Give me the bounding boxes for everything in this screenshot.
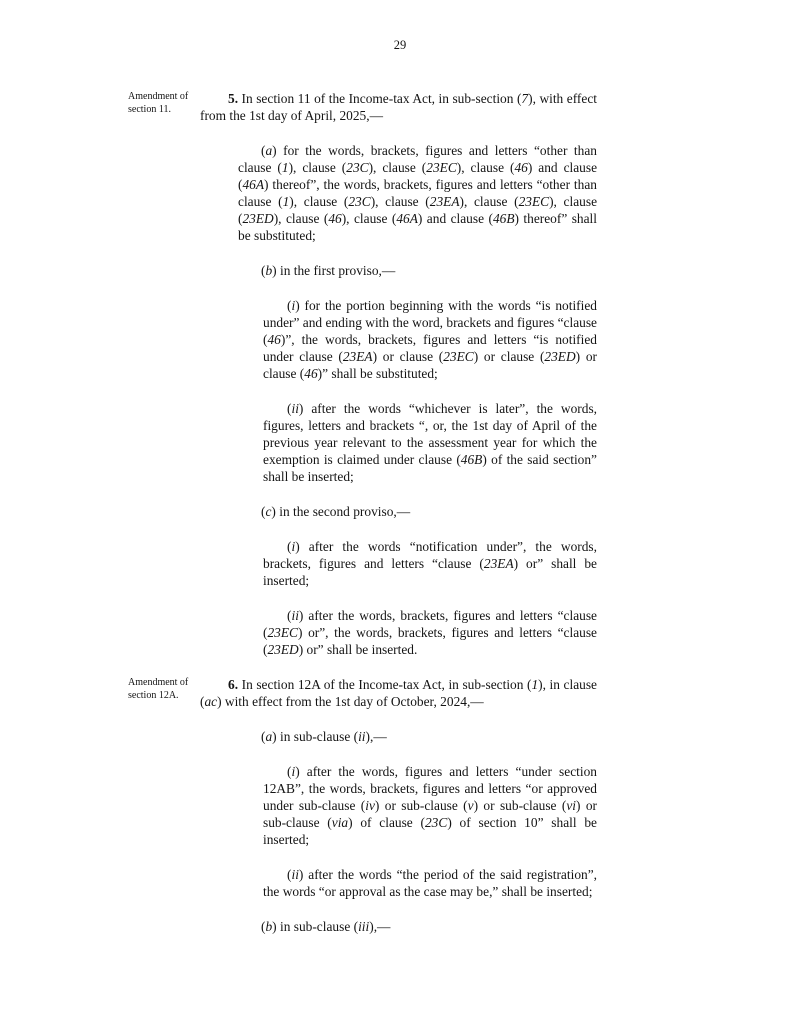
section-5-intro	[128, 90, 597, 124]
text-run: ) or” shall be inserted;	[263, 556, 597, 588]
text-run: 46A	[242, 177, 265, 192]
text-run: ) in the first proviso,—	[272, 263, 396, 278]
text-run: 23ED	[267, 642, 299, 657]
text-run: 46	[514, 160, 528, 175]
document-body	[128, 90, 598, 953]
text-run: ) of clause (	[348, 815, 425, 830]
text-run: ) of the said section” shall be inserted;	[263, 452, 597, 484]
text-run: ), in clause (	[200, 677, 597, 709]
text-run: v	[467, 798, 474, 813]
text-run: 1	[531, 677, 539, 692]
text-run: ac	[204, 694, 218, 709]
text-run: 6.	[228, 677, 239, 692]
text-run: i	[291, 539, 296, 554]
text-run: 23EA	[429, 194, 460, 209]
text-run: 23C	[348, 194, 371, 209]
text-run: iii	[358, 919, 370, 934]
text-run: c	[265, 504, 272, 519]
text-run: ) after the words “notification under”, the words, brackets, figures and letters “clause (	[263, 539, 597, 571]
text-run: 23ED	[242, 211, 274, 226]
text-run: (	[287, 539, 292, 554]
text-run: ) with effect from the 1st day of October, 2024,—	[217, 694, 484, 709]
text-run: ii	[291, 401, 299, 416]
text-run: (	[287, 764, 292, 779]
text-run: ), clause (	[288, 160, 347, 175]
text-run: iv	[365, 798, 375, 813]
text-run: ), clause (	[341, 211, 397, 226]
text-run: ) in the second proviso,—	[271, 504, 411, 519]
text-run: ) after the words, figures and letters “under section 12AB”, the words, brackets, figures and letters “or approved under sub-clause (	[263, 764, 597, 813]
text-run: ) thereof”, the words, brackets, figures and letters “other than clause (	[238, 177, 597, 209]
section-6-intro	[128, 676, 597, 710]
text-run: ) after the words “whichever is later”, the words, figures, letters and brackets “, or, the 1st day of April of the previous year relevant to the assessment year for which the exemption is claimed under clause (	[263, 401, 597, 467]
section-5-clause-c-item-i	[263, 538, 597, 589]
text-run: ), with effect from the 1st day of April, 2025,—	[200, 91, 597, 123]
text-run: ) in sub-clause (	[272, 919, 359, 934]
section-6-clause-a	[238, 728, 597, 745]
text-run: ), clause (	[273, 211, 329, 226]
text-run: ) or clause (	[372, 349, 444, 364]
text-run: In section 12A of the Income-tax Act, in sub-section (	[238, 677, 532, 692]
text-run: (	[261, 729, 266, 744]
text-run: b	[265, 263, 273, 278]
text-run: i	[291, 298, 296, 313]
text-run: 1	[281, 160, 289, 175]
text-run: 23ED	[544, 349, 576, 364]
text-run: 46	[304, 366, 318, 381]
text-run: ), clause (	[459, 194, 519, 209]
text-run: 23EC	[426, 160, 457, 175]
text-run: vi	[566, 798, 576, 813]
text-run: 1	[282, 194, 290, 209]
text-run: 46	[267, 332, 281, 347]
text-run: 46	[328, 211, 342, 226]
text-run: (	[261, 919, 266, 934]
text-run: ), clause (	[238, 194, 598, 226]
text-run: 23EA	[342, 349, 373, 364]
text-run: 23C	[346, 160, 369, 175]
text-run: ),—	[369, 919, 391, 934]
text-run: ) or sub-clause (	[374, 798, 468, 813]
text-run: 23EC	[518, 194, 550, 209]
text-run: 5.	[228, 91, 239, 106]
text-run: 23C	[424, 815, 448, 830]
text-run: b	[265, 919, 273, 934]
text-run: ) for the words, brackets, figures and letters “other than clause (	[238, 143, 597, 175]
page-number: 29	[393, 38, 407, 52]
text-run: 7	[521, 91, 529, 106]
text-run: ) for the portion beginning with the words “is notified under” and ending with the word, brackets and figures “clause (	[263, 298, 597, 347]
text-run: ii	[358, 729, 366, 744]
margin-note: Amendment of section 11.	[128, 91, 189, 115]
text-run: 46B	[460, 452, 483, 467]
section-5-clause-b-item-ii	[263, 400, 597, 485]
section-5-clause-c	[238, 503, 597, 520]
text-run: (	[287, 298, 292, 313]
section-5-clause-a	[238, 142, 597, 244]
text-run: i	[291, 764, 296, 779]
text-run: ) or sub-clause (	[263, 798, 597, 830]
text-run: ) or sub-clause (	[473, 798, 567, 813]
text-run: ) of section 10” shall be inserted;	[263, 815, 598, 847]
section-5-clause-b	[238, 262, 597, 279]
text-run: 46B	[492, 211, 515, 226]
section-5-clause-c-item-ii	[263, 607, 597, 658]
text-run: ) or” shall be inserted.	[298, 642, 418, 657]
text-run: (	[261, 504, 266, 519]
text-run: ) or clause (	[263, 349, 597, 381]
text-run: ) thereof” shall be substituted;	[238, 211, 598, 243]
text-run: ), clause (	[456, 160, 515, 175]
text-run: via	[331, 815, 349, 830]
text-run: (	[261, 263, 266, 278]
text-run: In section 11 of the Income-tax Act, in sub-section (	[238, 91, 522, 106]
text-run: )”, the words, brackets, figures and letters “is notified under clause (	[263, 332, 597, 364]
text-run: ) after the words, brackets, figures and letters “clause (	[263, 608, 597, 640]
text-run: ), clause (	[370, 194, 430, 209]
text-run: 46A	[396, 211, 418, 226]
text-run: ) and clause (	[238, 160, 598, 192]
text-run: ii	[291, 867, 299, 882]
text-run: (	[287, 401, 292, 416]
text-run: ii	[291, 608, 299, 623]
text-run: ) or”, the words, brackets, figures and letters “clause (	[263, 625, 597, 657]
text-run: (	[261, 143, 266, 158]
text-run: a	[265, 143, 273, 158]
section-6-clause-a-item-ii	[263, 866, 597, 900]
text-run: ), clause (	[289, 194, 349, 209]
text-run: 23EA	[483, 556, 514, 571]
section-5-clause-b-item-i	[263, 297, 597, 382]
section-6-clause-b	[238, 918, 597, 935]
text-run: ) in sub-clause (	[272, 729, 359, 744]
text-run: 23EC	[443, 349, 474, 364]
text-run: ) after the words “the period of the said registration”, the words “or approval as the case may be,” shall be inserted;	[263, 867, 597, 899]
text-run: ),—	[365, 729, 387, 744]
text-run: )” shall be substituted;	[317, 366, 438, 381]
text-run: 23EC	[267, 625, 298, 640]
section-6-clause-a-item-i	[263, 763, 597, 848]
text-run: (	[287, 608, 292, 623]
text-run: a	[265, 729, 273, 744]
text-run: ) and clause (	[417, 211, 493, 226]
text-run: (	[287, 867, 292, 882]
text-run: ), clause (	[368, 160, 427, 175]
margin-note: Amendment of section 12A.	[128, 677, 189, 701]
text-run: ) or clause (	[473, 349, 545, 364]
